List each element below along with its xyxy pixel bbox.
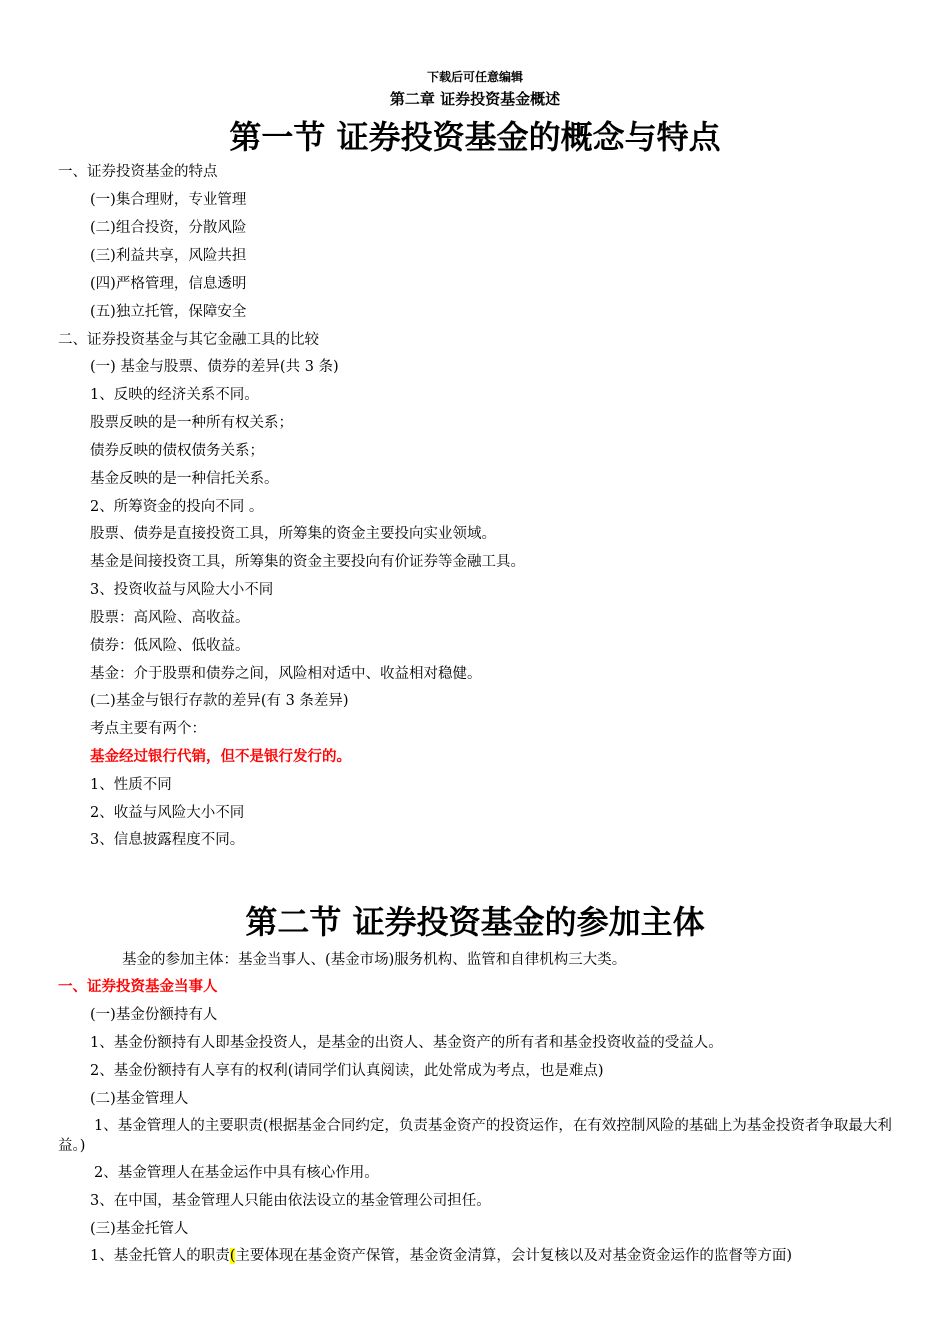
download-note: 下载后可任意编辑 [426, 70, 523, 84]
custodian-duty-line [90, 1246, 792, 1266]
manager-line: 3、在中国，基金管理人只能由依法设立的基金管理公司担任。 [90, 1193, 491, 1209]
compare-line: 债券反映的债权债务关系； [90, 443, 264, 459]
custodian-duty-prefix: 1、基金托管人的职责 [90, 1248, 230, 1264]
compare-line: 股票：高风险、高收益。 [90, 610, 250, 626]
bank-line: 1、性质不同 [90, 777, 172, 793]
feature-item: (五)独立托管，保障安全 [90, 304, 247, 320]
manager-duty-paragraph: 1、基金管理人的主要职责(根据基金合同约定，负责基金资产的投资运作，在有效控制风险的基础上为基金投资者争取最大利益。) [58, 1118, 892, 1154]
custodian-duty-rest: 主要体现在基金资产保管，基金资金清算，会计复核以及对基金资金运作的监督等方面) [235, 1248, 793, 1264]
compare-line: (二)基金与银行存款的差异(有 3 条差异) [90, 693, 349, 709]
section2-title: 第二节 证券投资基金的参加主体 [245, 903, 705, 941]
compare-line: (一) 基金与股票、债券的差异(共 3 条) [90, 359, 339, 375]
feature-item: (二)组合投资，分散风险 [90, 220, 247, 236]
compare-line: 1、反映的经济关系不同。 [90, 387, 259, 403]
feature-item: (一)集合理财，专业管理 [90, 192, 247, 208]
bank-line: 3、信息披露程度不同。 [90, 832, 245, 848]
highlighted-paren: ( [229, 1248, 236, 1264]
holder-line: 2、基金份额持有人享有的权利(请同学们认真阅读，此处常成为考点，也是难点) [90, 1063, 604, 1079]
feature-item: (四)严格管理，信息透明 [90, 276, 247, 292]
compare-line: 债券：低风险、低收益。 [90, 638, 250, 654]
section1-title: 第一节 证券投资基金的概念与特点 [229, 118, 721, 156]
chapter-heading: 第二章 证券投资基金概述 [389, 90, 561, 108]
section2-heading-parties: 一、证券投资基金当事人 [58, 978, 218, 995]
compare-line: 3、投资收益与风险大小不同 [90, 582, 274, 598]
section1-heading-compare: 二、证券投资基金与其它金融工具的比较 [58, 332, 319, 348]
compare-line: 基金是间接投资工具，所筹集的资金主要投向有价证券等金融工具。 [90, 554, 525, 570]
compare-line: 基金反映的是一种信托关系。 [90, 471, 279, 487]
manager-line: (三)基金托管人 [90, 1221, 189, 1237]
red-note: 基金经过银行代销，但不是银行发行的。 [90, 748, 351, 765]
feature-item: (三)利益共享，风险共担 [90, 248, 247, 264]
compare-line: 考点主要有两个： [90, 721, 206, 737]
holder-line: (一)基金份额持有人 [90, 1007, 218, 1023]
bank-line: 2、收益与风险大小不同 [90, 805, 245, 821]
compare-line: 股票反映的是一种所有权关系； [90, 415, 293, 431]
holder-line: 1、基金份额持有人即基金投资人，是基金的出资人、基金资产的所有者和基金投资收益的受益人。 [90, 1035, 723, 1051]
section1-heading-features: 一、证券投资基金的特点 [58, 164, 218, 180]
holder-line: (二)基金管理人 [90, 1091, 189, 1107]
section2-intro: 基金的参加主体：基金当事人、(基金市场)服务机构、监管和自律机构三大类。 [122, 952, 627, 968]
compare-line: 股票、债券是直接投资工具，所筹集的资金主要投向实业领域。 [90, 526, 496, 542]
compare-line: 基金：介于股票和债券之间，风险相对适中、收益相对稳健。 [90, 666, 482, 682]
manager-line: 2、基金管理人在基金运作中具有核心作用。 [94, 1165, 379, 1181]
compare-line: 2、所筹资金的投向不同 。 [90, 499, 264, 515]
